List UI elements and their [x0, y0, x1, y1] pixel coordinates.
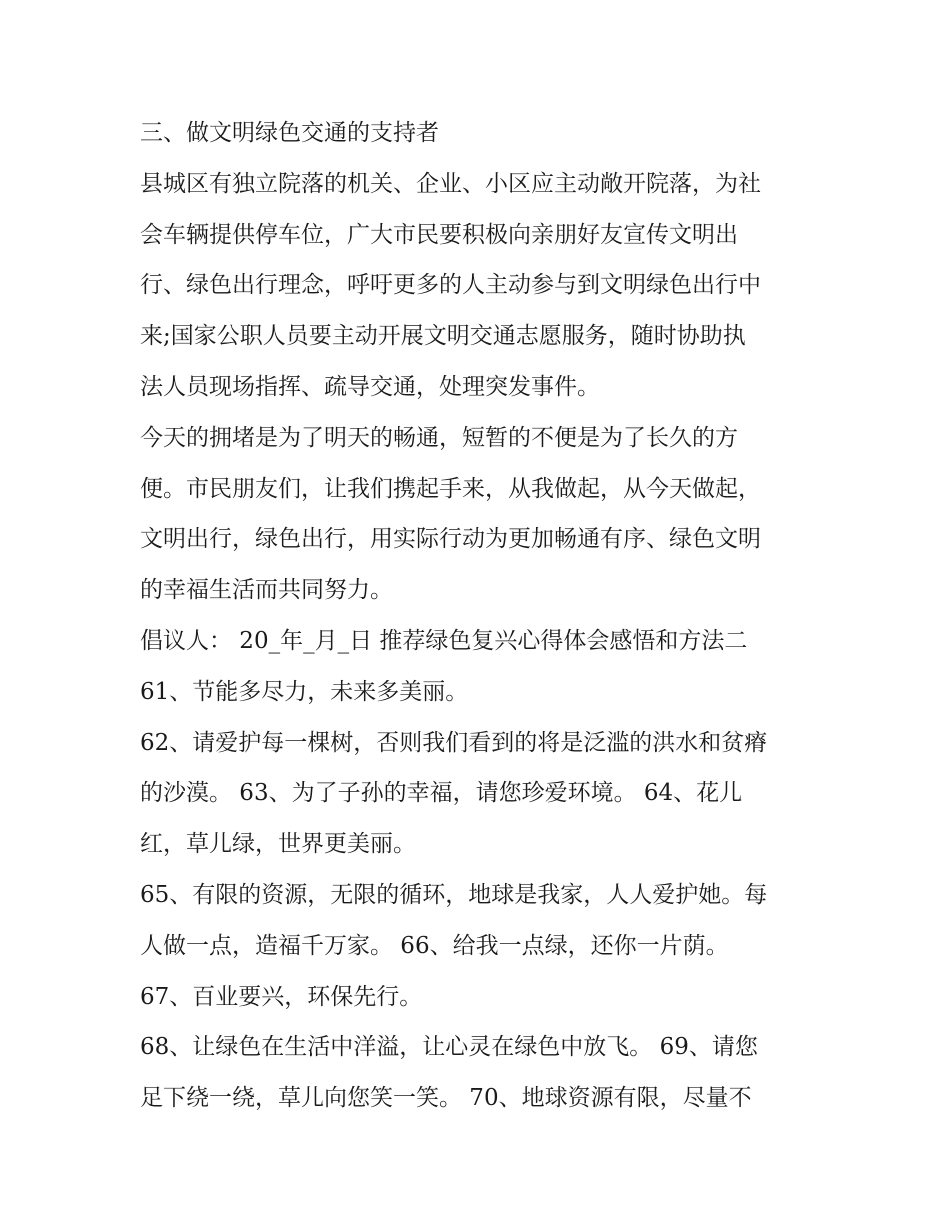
slogan-line: 68、让绿色在生活中洋溢，让心灵在绿色中放飞。 69、请您: [140, 1034, 758, 1061]
text-line: 文明出行，绿色出行，用实际行动为更加畅通有序、绿色文明: [140, 526, 761, 553]
text-line: 会车辆提供停车位，广大市民要积极向亲朋好友宣传文明出: [140, 221, 738, 248]
slogan-line: 的沙漠。 63、为了子孙的幸福，请您珍爱环境。 64、花儿: [140, 780, 743, 807]
slogan-line: 65、有限的资源，无限的循环，地球是我家，人人爱护她。每: [140, 881, 768, 908]
text-line: 行、绿色出行理念，呼吁更多的人主动参与到文明绿色出行中: [140, 272, 761, 299]
signature-line: 倡议人： 20_年_月_日 推荐绿色复兴心得体会感悟和方法二: [140, 627, 748, 654]
slogan-line: 62、请爱护每一棵树，否则我们看到的将是泛滥的洪水和贫瘠: [140, 729, 768, 756]
text-line: 县城区有独立院落的机关、企业、小区应主动敞开院落，为社: [140, 170, 761, 197]
slogan-line: 61、节能多尽力，未来多美丽。: [140, 678, 469, 705]
slogan-line: 足下绕一绕，草儿向您笑一笑。 70、地球资源有限，尽量不: [140, 1085, 752, 1112]
text-line: 来;国家公职人员要主动开展文明交通志愿服务，随时协助执: [140, 323, 746, 350]
text-line: 的幸福生活而共同努力。: [140, 577, 393, 604]
text-line: 今天的拥堵是为了明天的畅通，短暂的不便是为了长久的方: [140, 424, 738, 451]
text-line: 便。市民朋友们，让我们携起手来，从我做起，从今天做起，: [140, 475, 761, 502]
slogan-line: 红，草儿绿，世界更美丽。: [140, 831, 416, 858]
text-line: 法人员现场指挥、疏导交通，处理突发事件。: [140, 373, 600, 400]
section-heading: 三、做文明绿色交通的支持者: [140, 120, 439, 146]
document-body: [140, 108, 820, 1124]
slogan-line: 67、百业要兴，环保先行。: [140, 983, 423, 1010]
slogan-line: 人做一点，造福千万家。 66、给我一点绿，还你一片荫。: [140, 932, 729, 959]
